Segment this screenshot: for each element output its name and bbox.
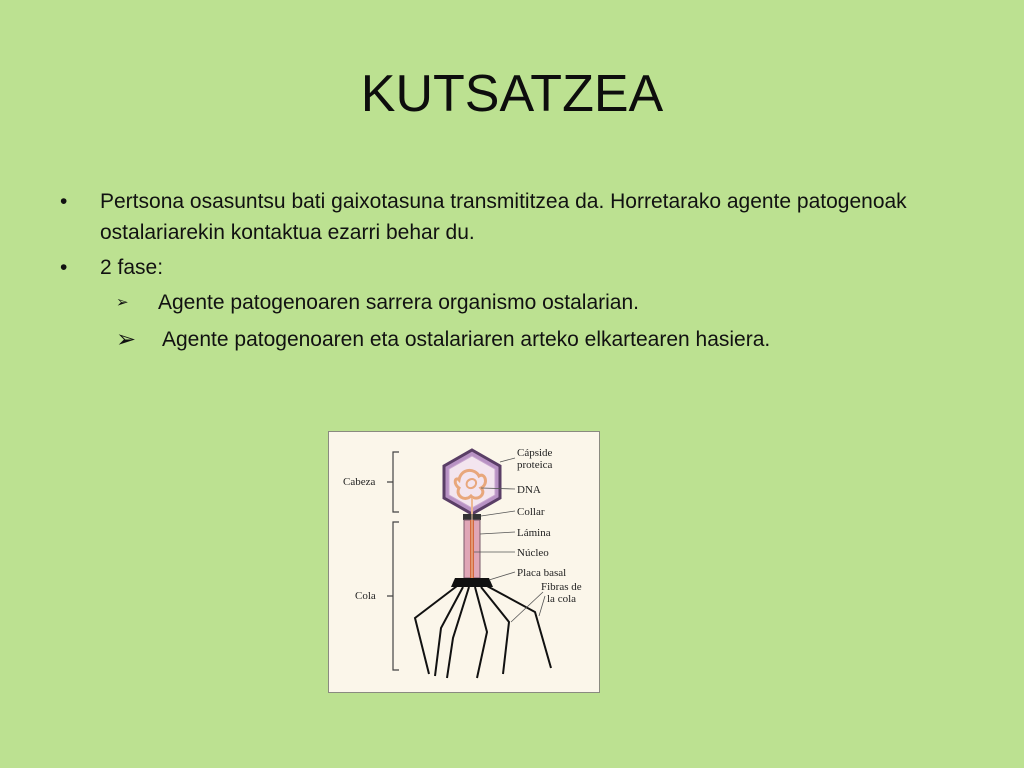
label-fibers-1: Fibras de [541, 581, 582, 593]
slide-title: KUTSATZEA [360, 65, 664, 123]
bullet-item [58, 252, 958, 283]
label-core: Núcleo [517, 547, 549, 559]
label-dna: DNA [517, 484, 541, 496]
label-fibers-2: la cola [547, 593, 577, 605]
tail-bracket [387, 522, 399, 670]
label-collar: Collar [517, 506, 545, 518]
bullet-item [58, 186, 958, 248]
bullet-icon: • [60, 256, 68, 279]
bacteriophage-diagram [328, 431, 600, 693]
label-capsid-1: Cápside [517, 447, 553, 459]
tail-fibers [415, 586, 551, 678]
sub-bullet-item [58, 287, 958, 318]
sub-bullet-text: Agente patogenoaren eta ostalariaren arteko elkartearen hasiera. [162, 328, 771, 351]
bullet-icon: • [60, 190, 68, 213]
baseplate-shape [451, 578, 493, 587]
arrow-bullet-icon: ➢ [116, 326, 137, 353]
label-baseplate: Placa basal [517, 567, 567, 579]
sub-bullet-item [58, 324, 958, 355]
arrow-bullet-icon: ➢ [116, 294, 129, 311]
bullet-list [58, 186, 958, 361]
bullet-text: 2 fase: [100, 256, 164, 279]
label-capsid-2: proteica [517, 459, 553, 471]
label-head: Cabeza [343, 476, 376, 488]
sub-bullet-text: Agente patogenoaren sarrera organismo ostalarian. [158, 291, 639, 314]
head-bracket [387, 452, 399, 512]
bullet-text: Pertsona osasuntsu bati gaixotasuna transmititzea da. Horretarako agente patogenoak ostalariarekin kontaktua ezarri behar du. [100, 190, 907, 244]
label-tail: Cola [355, 590, 376, 602]
label-sheath: Lámina [517, 527, 551, 539]
